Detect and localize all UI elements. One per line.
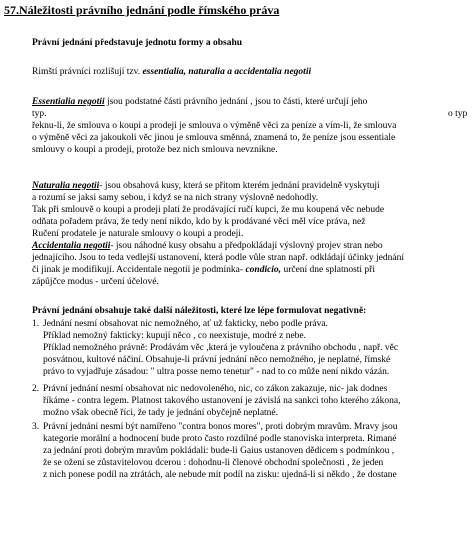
- intro-terms: essentialia, naturalia a accidentalia negotii: [142, 67, 312, 77]
- further-heading: Právní jednání obsahuje také další náležitosti, které lze lépe formulovat negativně:: [32, 306, 367, 316]
- accidentalia-text-3-rest: určení dne splatnosti při: [281, 265, 375, 275]
- essentialia-line-2-left: typ.: [32, 109, 47, 119]
- essentialia-line-4: o výměně věci za jakoukoli věc jinou je smlouva směnná, znamená to, že peníze jsou essentiale: [32, 133, 396, 143]
- item-2-line-2: říkáme - contra legem. Platnost takového ustanovení je závislá na sankci toho kterého zákona,: [43, 396, 401, 406]
- essentialia-line-1: [32, 96, 367, 108]
- intro-line: [32, 66, 311, 78]
- naturalia-line-3: Tak při smlouvě o koupi a prodeji platí že prodávající ručí kupci, že mu koupená věc nebude: [32, 205, 385, 215]
- item-3-line-1: Právní jednání nesmí být namířeno "contra bonos mores", proti dobrým mravům. Mravy jsou: [43, 422, 398, 432]
- intro-prefix: Rimští právníci rozlišují tzv.: [32, 67, 143, 77]
- essentialia-text-1: jsou podstatné části právního jednání , jsou to části, které určují jeho: [104, 97, 368, 107]
- list-item-number-1: 1.: [32, 319, 40, 329]
- naturalia-term: Naturalia negotii: [32, 181, 100, 191]
- condicio-term: condicio,: [245, 265, 282, 275]
- naturalia-line-4: odňata pořadem práva, že tedy není nikdo, kdo by k prodávané věci měl více práva, než: [32, 217, 366, 227]
- naturalia-text-1: - jsou obsahová kusy, která se přitom kterém jednání pravidelně vyskytují: [99, 181, 380, 191]
- item-1-line-3: Příklad nemožného právně: Prodávám věc ,která je vyloučena z právního obchodu , např. věc: [43, 343, 399, 353]
- section-subtitle: Právní jednání představuje jednotu formy a obsahu: [32, 38, 243, 48]
- essentialia-line-2-right: o typ: [448, 109, 468, 119]
- item-2-line-1: Právní jednání nesmí obsahovat nic nedovoleného, nic, co zákon zakazuje, nic- jak dodnes: [43, 384, 388, 394]
- accidentalia-text-1: - jsou náhodné kusy obsahu a předpokládají výslovný projev stran nebo: [110, 241, 383, 251]
- page-title: 57.Náležitosti právního jednání podle římského práva: [4, 3, 280, 17]
- essentialia-line-5: smlouvy o koupi a prodeji, protože bez nich smlouva nevznikne.: [32, 145, 278, 155]
- item-1-line-5: právo to vyjadřuje zásadou: " ultra posse nemo tenetur" - nad to co může není nikdo vázán.: [43, 367, 390, 377]
- item-1-line-4: posvátnou, kultové náčiní. Obsahuje-li právní jednání něco nemožného, je neplatné, římské: [43, 355, 391, 365]
- accidentalia-text-3: či jinak je modifikují. Accidentale negotii je podmínka-: [32, 265, 246, 275]
- item-2-line-3: možno však obecně říci, že tady je jednání obyčejně neplatné.: [43, 408, 279, 418]
- naturalia-line-2: a rozumí se jaksi samy sebou, i když se na nich strany výslovně nedohodly.: [32, 193, 319, 203]
- item-1-line-2: Příklad nemožný fakticky: kupují něco , co neexistuje, modré z nebe.: [43, 331, 307, 341]
- naturalia-line-1: [32, 180, 380, 192]
- accidentalia-line-1: [32, 240, 383, 252]
- item-3-line-4: že se ožení se zůstavitelovou dcerou : dohodnu-li členové obchodní společnosti , že jeden: [43, 458, 384, 468]
- item-1-line-1: Jednání nesmí obsahovat nic nemožného, ať už fakticky, nebo podle práva.: [43, 319, 328, 329]
- list-item-number-3: 3.: [32, 422, 40, 432]
- item-3-line-5: z nich ponese podíl na ztrátách, ale nebude mít podíl na zisku: ujedná-li si někdo , že dostane: [43, 470, 397, 480]
- accidentalia-term: Accidentalia negotii: [32, 241, 111, 251]
- item-3-line-2: kategorie morální a hodnocení bude proto často rozdílné podle stanoviska interpreta. Rimané: [43, 434, 397, 444]
- essentialia-term: Essentialia negotii: [32, 97, 105, 107]
- essentialia-line-3: řeknu-li, že smlouva o koupi a prodeji je smlouva o výměně věci za peníze a vím-li, že smlouva: [32, 121, 397, 131]
- item-3-line-3: za jednání proti dobrým mravům pokládali: bude-li Gaius ustanoven dědicem s podmínkou ,: [43, 446, 395, 456]
- accidentalia-line-3: [32, 264, 375, 276]
- accidentalia-line-4: zápůjčce modus - určení účelové.: [32, 277, 159, 287]
- list-item-number-2: 2.: [32, 384, 40, 394]
- naturalia-line-5: Ručení prodatele je naturale smlouvy o koupi a prodeji.: [32, 229, 244, 239]
- accidentalia-line-2: jednajícího. Jsou to teda vedlejší ustanovení, která podle vůle stran např. odkládají účinky jednání: [32, 253, 404, 263]
